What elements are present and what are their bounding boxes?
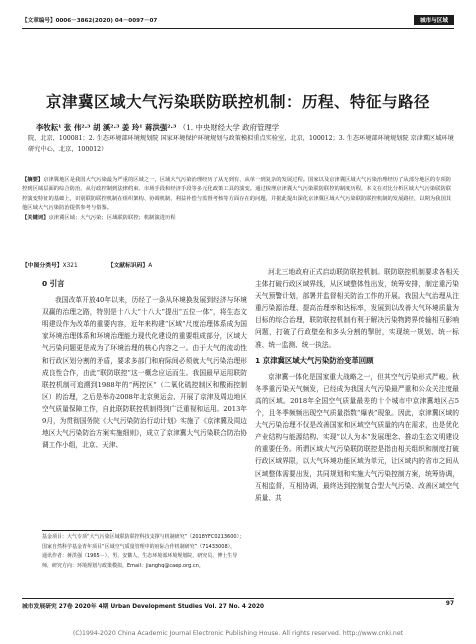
doc-code-label: 【文献标识码】 (107, 263, 149, 269)
page-number: 97 (445, 601, 454, 607)
abstract-text: 京津冀地区是我国大气污染最为严重的区域之一，区域大气污染治理经历了从无到有、从单一到复杂的发展过程。国家以及京津冀区域大气污染治理经历了从部分地区的专项防控到区域层面的综合防治，从行政控制到法律约束、市场手段和经济手段等多元化政策工具的演变。通过梳理京津冀大气污染联防联控的制度历程，本文在对比分析区域大气污染联防联控演变特征的基础上，识别联防联控机制在组织架构、协调机制、利益补偿与监督考核等方面存在的问题，并据此提出深化京津冀区域大气污染联防联控机制的发展路径，以期为我国其他区域大气污染防治提供参考与借鉴。 (22, 177, 452, 212)
section-badge: 城市与区域 (414, 15, 454, 25)
journal-info: 城市发展研究 27卷 2020年 4期 Urban Development Studies Vol. 27 No. 4 2020 (22, 604, 265, 610)
page-header (22, 14, 454, 26)
copyright-notice: (C)1994-2020 China Academic Journal Electronic Publishing House. All rights reserved. http://www.cnki.net (72, 630, 404, 637)
abstract-block (22, 176, 454, 224)
paragraph: 我国改革开放40年以来，历经了一条从环境换发展到经济与环境双赢的治理之路，特别是十八大“十八大”提出“五位一体”，将生态文明建设作为改革的重要内容，近年来构建“区域”尺度治理体系成为国家环境治理体系和环境治理能力现代化建设的重要组成部分，区域大气污染问题更是成为了环境治理的核心内容之一。由于大气的流动性和行政区划分割的矛盾，要求多部门和府际间必须就大气污染治理形成良性合作，由此“联防联控”这一概念应运而生。我国最早运用联防联控机制可追溯到1988年的“两控区”（二氧化硫控制区和酸雨控制区）的治理，之后是举办2008年北京奥运会、开展了京津及周边地区空气质量保障工作，自此联防联控机制得到广泛重视和运用。2013年9月，为贯彻国务院《大气污染防治行动计划》实施了《京津冀及周边地区大气污染防治方案实施细则》，成立了京津冀大气污染联合防治协调工作小组，北京、天津、 (42, 296, 247, 450)
footnotes (42, 533, 247, 571)
paragraph: 河北三地政府正式启动联防联控机制。联防联控机制要求各相关主体打破行政区域界线，从区域整体性出发，统筹安排，制定重污染天气预警计划，部署并监督相关防治工作的开展。我国大气治理从注重污染源治理、提高治理率和达标率，发展到以改善大气环境质量为目标的综合治理，联防联控机制有利于解决污染物跨界传输相互影响问题，打破了行政壁垒和多头分割的掣肘，实现统一规划、统一标准、统一监测、统一执法。 (255, 268, 459, 349)
clc-label: 【中图分类号】 (22, 263, 63, 269)
paragraph: 京津冀一体化是国家重大战略之一，但其空气污染形式严峻。秋冬季重污染天气频发，已经成为我国大气污染最严重和公众关注度最高的区域。2018年全国空气质量最差的十个城市中京津冀地区占5个，且冬季频频出现空气质量指数“爆表”现象。因此，京津冀区域的大气污染治理不仅是改善国家和区域空气质量的内在需求，也是优化产业结构与能源结构、实现“以人为本”发展理念、推动生态文明建设的重要任务。所谓区域大气污染联防联控是指由相关组织和制度打破行政区域界限，以大气环境功能区域为单元，让区域内的省市之间从区域整体需要出发，共同规划和实施大气污染控制方案，统筹协调，互相监督，互相协调，最终达到控制复合型大气污染、改善区域空气质量、共 (255, 372, 459, 502)
footnote-rule (42, 530, 112, 531)
section-heading-intro: 0 引言 (42, 279, 65, 288)
article-number: 【文章编号】0006－3862(2020) 04－0097－07 (22, 18, 158, 24)
article-title: 京津冀区域大气污染联防联控机制：历程、特征与路径 (45, 93, 430, 111)
author-names: 李牧耘¹ 张 伟²·³ 胡 溪²·³ 姜 玲¹ 蒋洪强²·³ (36, 123, 177, 132)
page-footer (22, 601, 454, 610)
author-line (36, 122, 454, 134)
right-column (255, 266, 459, 504)
clc-value: X321 (62, 263, 78, 269)
section-heading-1: 1 京津冀区域大气污染防治变革回顾 (255, 355, 374, 365)
abstract-label: 【摘要】 (22, 177, 44, 183)
footnote-author: 通讯作者：蒋洪强（1965－），男，安徽人，生态环境部环境规划院，研究员，博士生导师，研究方向：环境规划与政策模拟。Email：jianghq@caep.org.cn。 (42, 553, 238, 569)
footer-rule (22, 598, 454, 599)
keywords-text: 京津冀区域；大气污染；区域联防联控；机制演进历程 (48, 215, 176, 222)
affiliations: 院，北京，100081；2. 生态环境部环境规划院 国家环境保护环境规划与政策模拟重点实验室，北京，100012；3. 生态环境部环境规划院 京津冀区域环境研究中心，北京，100012） (28, 135, 454, 153)
doc-code-value: A (148, 263, 153, 269)
keywords-label: 【关键词】 (22, 215, 49, 222)
left-column (42, 278, 247, 451)
footnote-fund: 基金项目：大气专项“大气污染区域联防联控科技支撑与机制研究”（2018YFC0213600）；国家自然科学基金青年项目“区域空气质量管理中的府际合作机制研究”（71433008）。 (42, 534, 245, 550)
affiliation-start: （1. 中央财经大学 政府管理学 (178, 123, 280, 132)
header-rule (22, 28, 454, 29)
